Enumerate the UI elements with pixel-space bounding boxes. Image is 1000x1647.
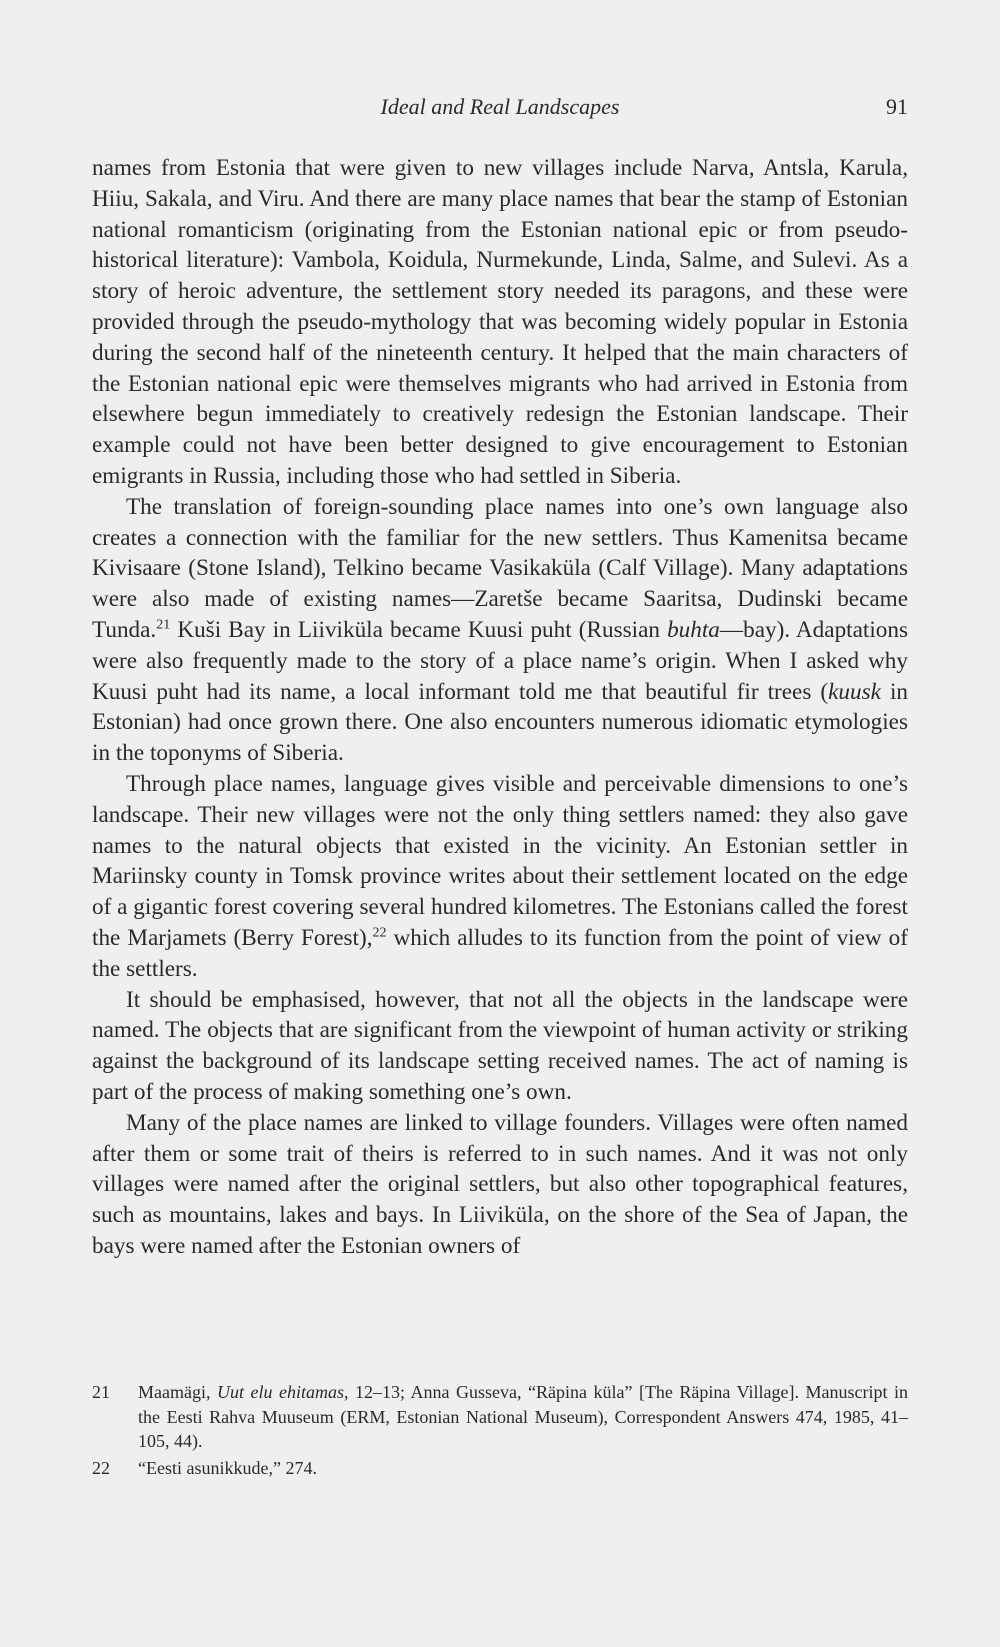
- text-run: in Estonian) had once grown there. One also encounters numerous idiomatic etymologies in the toponyms of Siberia.: [92, 678, 908, 767]
- running-head: [92, 91, 908, 123]
- page-number: 91: [886, 94, 908, 119]
- footnote: [92, 1456, 908, 1481]
- text-run: Maamägi,: [138, 1382, 217, 1402]
- text-run: Through place names, language gives visible and perceivable dimensions to one’s landscape. Their new villages were not the only thing settlers named: they also gave names to the natural objects that existed in the vicinity. An Estonian settler in Mariinsky county in Tomsk province writes about their settlement located on the edge of a gigantic forest covering several hundred kilometres. The Estonians called the forest the Marjamets (Berry Forest),: [92, 770, 908, 951]
- running-head-title: Ideal and Real Landscapes: [380, 94, 620, 119]
- footnote-ref: 21: [156, 617, 171, 633]
- footnotes: [92, 1380, 908, 1482]
- text-run: which alludes to its function from the point of view of the settlers.: [92, 924, 908, 982]
- text-run: “Eesti asunikkude,” 274.: [138, 1457, 317, 1478]
- footnote-number: 21: [92, 1382, 110, 1402]
- text-run: , 12–13; Anna Gusseva, “Räpina küla” [The Räpina Village]. Manuscript in the Eesti Rahva Muuseum (ERM, Estonian National Museum), Correspondent Answers 474, 1985, 41–105, 44).: [138, 1382, 908, 1451]
- italic-text: Uut elu ehitamas: [216, 1382, 344, 1402]
- text-run: Many of the place names are linked to village founders. Villages were often named after them or some trait of theirs is referred to in such names. And it was not only villages were named after the original settlers, but also other topographical features, such as mountains, lakes and bays. In Liiviküla, on the shore of the Sea of Japan, the bays were named after the Estonian owners of: [92, 1109, 908, 1259]
- italic-text: kuusk: [828, 678, 881, 705]
- footnote: [92, 1380, 908, 1454]
- footnote-number: 22: [92, 1457, 110, 1478]
- text-run: —bay). Adaptations were also frequently made to the story of a place name’s origin. When I asked why Kuusi puht had its name, a local informant told me that beautiful fir trees (: [92, 616, 908, 705]
- footnote-ref: 22: [372, 925, 387, 941]
- paragraph: [92, 153, 908, 492]
- paragraph: [92, 769, 908, 985]
- text-run: names from Estonia that were given to new villages include Narva, Antsla, Karula, Hiiu, Sakala, and Viru. And there are many place names that bear the stamp of Estonian national romanticism (originating from the Estonian national epic or from pseudo-historical literature): Vambola, Koidula, Nurmekunde, Linda, Salme, and Sulevi. As a story of heroic adventure, the settlement story needed its paragons, and these were provided through the pseudo-mythology that was becoming widely popular in Estonia during the second half of the nineteenth century. It helped that the main characters of the Estonian national epic were themselves migrants who had arrived in Estonia from elsewhere begun immediately to creatively redesign the Estonian landscape. Their example could not have been better designed to give encouragement to Estonian emigrants in Russia, including those who had settled in Siberia.: [92, 155, 908, 489]
- footnote-text: [138, 1456, 908, 1481]
- text-run: It should be emphasised, however, that not all the objects in the landscape were named. The objects that are significant from the viewpoint of human activity or striking against the background of its landscape setting received names. The act of naming is part of the process of making something one’s own.: [92, 986, 908, 1105]
- paragraph: [92, 492, 908, 769]
- text-run: Kuši Bay in Liiviküla became Kuusi puht (Russian: [170, 616, 668, 643]
- body-text: [92, 153, 908, 1262]
- italic-text: buhta: [667, 616, 720, 643]
- footnote-text: [138, 1380, 908, 1454]
- paragraph: [92, 1108, 908, 1262]
- text-run: The translation of foreign-sounding place names into one’s own language also creates a connection with the familiar for the new settlers. Thus Kamenitsa became Kivisaare (Stone Island), Telkino became Vasikaküla (Calf Village). Many adaptations were also made of existing names—Zaretše became Saaritsa, Dudinski became Tunda.: [92, 493, 908, 643]
- paragraph: [92, 985, 908, 1108]
